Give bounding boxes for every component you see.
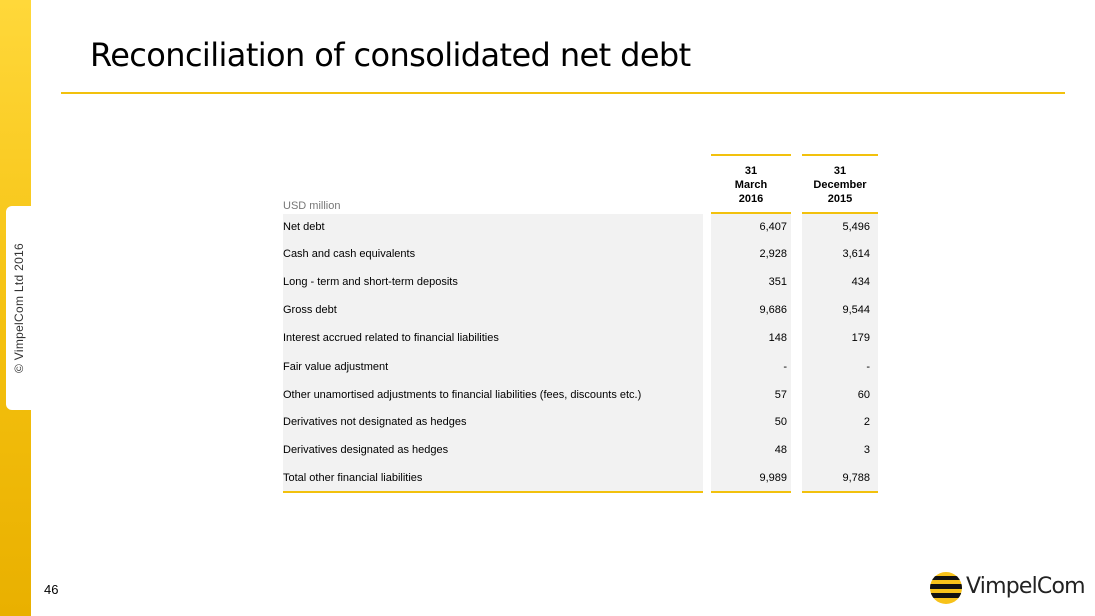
row-value-march-2016: 6,407: [759, 221, 787, 233]
row-value-december-2015: 60: [857, 389, 870, 401]
row-value-december-2015: 3: [863, 444, 870, 456]
row-value-march-2016: -: [783, 361, 787, 373]
column-header-line: March: [734, 179, 768, 191]
row-label: Long - term and short-term deposits: [283, 276, 458, 288]
table-row: [283, 269, 878, 295]
table-row: [283, 409, 878, 435]
column-header-line: 2015: [827, 193, 853, 205]
row-label: Total other financial liabilities: [283, 472, 423, 484]
page-number: 46: [44, 582, 59, 597]
row-value-december-2015: 3,614: [842, 248, 870, 260]
vimpelcom-logo: [929, 570, 1085, 606]
column-header-march-2016: [711, 154, 791, 214]
column-header-december-2015: [802, 154, 878, 214]
row-value-december-2015: -: [866, 361, 870, 373]
row-label: Interest accrued related to financial liabilities: [283, 332, 499, 344]
column-header-line: December: [813, 179, 867, 191]
row-value-march-2016: 57: [774, 389, 787, 401]
row-value-december-2015: 9,788: [842, 472, 870, 484]
row-label: Cash and cash equivalents: [283, 248, 416, 260]
table-row: [283, 241, 878, 267]
row-value-march-2016: 9,989: [759, 472, 787, 484]
slide-title: Reconciliation of consolidated net debt: [90, 36, 691, 74]
table-row: [283, 325, 878, 351]
row-value-march-2016: 48: [774, 444, 787, 456]
column-header-line: 31: [833, 165, 847, 177]
row-label: Fair value adjustment: [283, 361, 389, 373]
row-value-march-2016: 50: [774, 416, 787, 428]
row-value-december-2015: 2: [863, 416, 870, 428]
table-row: [283, 297, 878, 323]
row-label: Other unamortised adjustments to financial liabilities (fees, discounts etc.): [283, 389, 642, 401]
copyright-text: © VimpelCom Ltd 2016: [12, 242, 26, 374]
row-value-march-2016: 2,928: [759, 248, 787, 260]
row-label: Gross debt: [283, 304, 337, 316]
row-value-march-2016: 351: [768, 276, 787, 288]
unit-label: USD million: [283, 200, 341, 212]
row-value-december-2015: 434: [851, 276, 870, 288]
table-row: [283, 437, 878, 463]
row-label: Net debt: [283, 221, 325, 233]
table-bottom-rule: [283, 491, 703, 493]
title-divider: [61, 92, 1065, 94]
beeline-stripes-icon: [929, 571, 963, 605]
column-header-line: 2016: [738, 193, 764, 205]
row-value-march-2016: 9,686: [759, 304, 787, 316]
row-value-december-2015: 9,544: [842, 304, 870, 316]
table-bottom-rule: [802, 491, 878, 493]
column-header-line: 31: [744, 165, 758, 177]
table-row: [283, 214, 878, 240]
row-value-december-2015: 179: [851, 332, 870, 344]
row-label: Derivatives designated as hedges: [283, 444, 449, 456]
table-row: [283, 382, 878, 408]
table-bottom-rule: [711, 491, 791, 493]
table-row: [283, 465, 878, 491]
row-value-december-2015: 5,496: [842, 221, 870, 233]
row-label: Derivatives not designated as hedges: [283, 416, 467, 428]
logo-text: VimpelCom: [966, 574, 1085, 599]
table-row: [283, 354, 878, 380]
row-value-march-2016: 148: [768, 332, 787, 344]
